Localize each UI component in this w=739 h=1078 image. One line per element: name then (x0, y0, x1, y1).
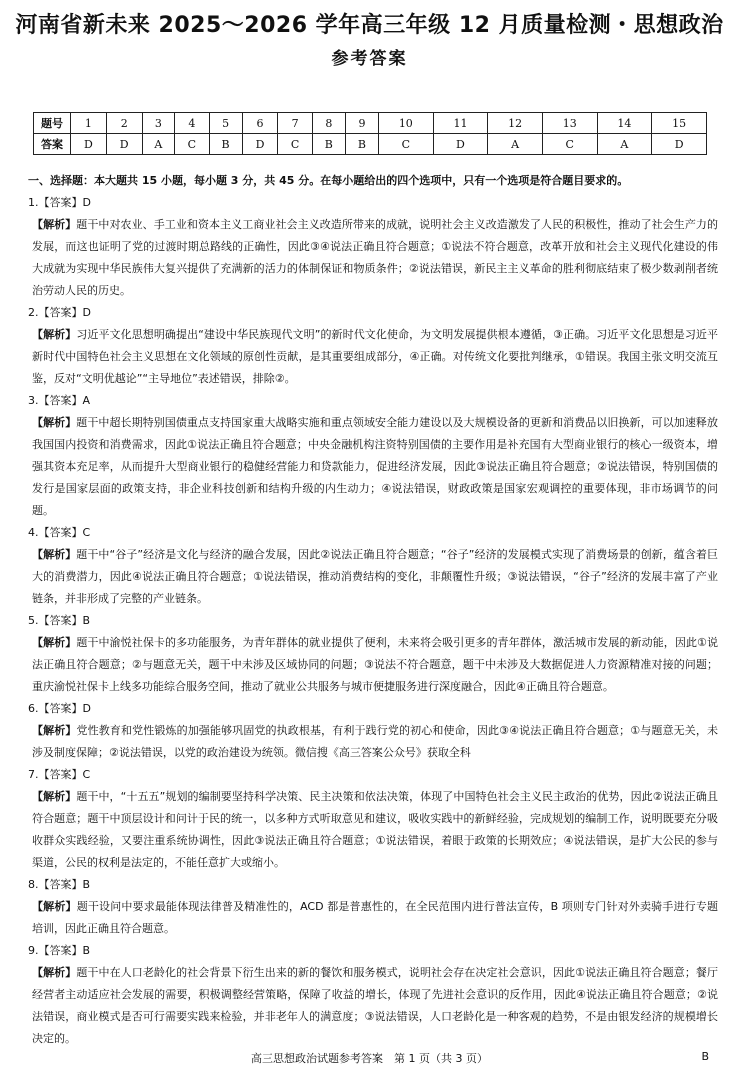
question-number: 12 (488, 113, 543, 134)
section-heading: 一、选择题：本大题共 15 小题，每小题 3 分，共 45 分。在每小题给出的四个选项中，只有一个选项是符合题目要求的。 (28, 174, 629, 187)
question-number: 3 (142, 113, 175, 134)
question-number: 13 (542, 113, 597, 134)
question-block (28, 874, 718, 940)
answer-cell: C (542, 134, 597, 155)
answer-cell: D (71, 134, 107, 155)
question-number: 4 (175, 113, 209, 134)
page-footer: 高三思想政治试题参考答案 第 1 页（共 3 页） (251, 1052, 488, 1065)
answer-cell: C (379, 134, 434, 155)
explanation-text: 党性教育和党性锻炼的加强能够巩固党的执政根基，有利于践行党的初心和使命，因此③④说法正确且符合题意；①与题意无关，未涉及制度保障；②说法错误，以党的政治建设为统领。微信搜《高三答案公众号》获取全科 (32, 724, 719, 759)
analysis-tag: 【解析】 (32, 328, 77, 341)
paper-version-mark: B (701, 1050, 709, 1063)
page-subtitle: 参考答案 (331, 49, 408, 69)
answer-cell: B (312, 134, 345, 155)
analysis-tag: 【解析】 (32, 790, 77, 803)
answer-line: 8.【答案】B (28, 878, 91, 891)
question-block (28, 940, 718, 1050)
question-block (28, 390, 718, 522)
answer-cell: A (142, 134, 175, 155)
answer-cell: D (652, 134, 707, 155)
question-number: 15 (652, 113, 707, 134)
answer-cell: B (209, 134, 242, 155)
answer-line: 7.【答案】C (28, 768, 91, 781)
question-block (28, 302, 718, 390)
answer-cell: D (106, 134, 142, 155)
explanation-text: 题干中“谷子”经济是文化与经济的融合发展，因此②说法正确且符合题意；“谷子”经济的发展模式实现了消费场景的创新，蕴含着巨大的消费潜力，因此④说法正确且符合题意；①说法错误，推动消费结构的变化，非颠覆性升级；③说法错误，“谷子”经济的发展丰富了产业链条，并非形成了完整的产业链条。 (32, 548, 718, 605)
row-label-number: 题号 (34, 113, 71, 134)
answer-cell: A (597, 134, 652, 155)
explanation-paragraph (28, 720, 718, 764)
analysis-tag: 【解析】 (32, 548, 77, 561)
analysis-tag: 【解析】 (32, 218, 77, 231)
analysis-tag: 【解析】 (32, 636, 77, 649)
question-number: 7 (278, 113, 312, 134)
question-block (28, 698, 718, 764)
question-number: 6 (242, 113, 278, 134)
explanation-paragraph (28, 786, 718, 874)
explanation-text: 题干中在人口老龄化的社会背景下衍生出来的新的餐饮和服务模式，说明社会存在决定社会意识，因此①说法正确且符合题意；餐厅经营者主动适应社会发展的需要，积极调整经营策略，保障了收益的增长，体现了先进社会意识的反作用，因此④说法正确且符合题意；②说法错误，商业模式是否可行需要实践来检验，并非老年人的满意度；③说法错误，人口老龄化是一种客观的趋势，不是由银发经济的规模增长决定的。 (32, 966, 719, 1045)
answer-line: 6.【答案】D (28, 702, 91, 715)
explanation-paragraph (28, 412, 718, 522)
explanation-paragraph (28, 962, 718, 1050)
answer-line: 1.【答案】D (28, 196, 91, 209)
explanation-text: 题干设问中要求最能体现法律普及精准性的，ACD 都是普惠性的，在全民范围内进行普法宣传，B 项则专门针对外卖骑手进行专题培训，因此正确且符合题意。 (32, 900, 718, 935)
question-number: 8 (312, 113, 345, 134)
analysis-tag: 【解析】 (32, 724, 77, 737)
explanation-paragraph (28, 324, 718, 390)
answer-cell: C (175, 134, 209, 155)
answer-line: 2.【答案】D (28, 306, 91, 319)
page-title: 河南省新未来 2025～2026 学年高三年级 12 月质量检测・思想政治 (15, 13, 724, 38)
analysis-tag: 【解析】 (32, 416, 77, 429)
answer-cell: A (488, 134, 543, 155)
question-number: 11 (433, 113, 488, 134)
answer-line: 4.【答案】C (28, 526, 91, 539)
question-number: 10 (379, 113, 434, 134)
explanations (28, 170, 718, 1050)
answer-cell: B (345, 134, 378, 155)
question-number: 14 (597, 113, 652, 134)
question-number: 5 (209, 113, 242, 134)
question-number-row (34, 113, 707, 134)
question-number: 2 (106, 113, 142, 134)
question-block (28, 192, 718, 302)
answer-cell: C (278, 134, 312, 155)
answer-cell: D (242, 134, 278, 155)
analysis-tag: 【解析】 (32, 966, 77, 979)
explanation-paragraph (28, 632, 718, 698)
answer-row (34, 134, 707, 155)
explanation-paragraph (28, 544, 718, 610)
explanation-text: 题干中超长期特别国债重点支持国家重大战略实施和重点领域安全能力建设以及大规模设备的更新和消费品以旧换新，可以加速释放我国国内投资和消费需求，因此①说法正确且符合题意；中央金融机构注资特别国债的主要作用是补充国有大型商业银行的核心一级资本，增强其资本充足率，从而提升大型商业银行的稳健经营能力和贷款能力，促进经济发展，因此③说法正确且符合题意；②说法错误，特别国债的发行是国家层面的政策支持，非企业科技创新和结构升级的内生动力；④说法错误，财政政策是国家宏观调控的重要体现，非市场调节的问题。 (32, 416, 718, 517)
explanation-text: 题干中渝悦社保卡的多功能服务，为青年群体的就业提供了便利，未来将会吸引更多的青年群体，激活城市发展的新动能，因此①说法正确且符合题意；②与题意无关，题干中未涉及区域协同的问题；③说法不符合题意，题干中未涉及大数据促进人力资源精准对接的问题；重庆渝悦社保卡上线多功能综合服务空间，推动了就业公共服务与城市便捷服务进行深度融合，因此④正确且符合题意。 (32, 636, 719, 693)
question-block (28, 610, 718, 698)
answer-line: 5.【答案】B (28, 614, 91, 627)
question-number: 9 (345, 113, 378, 134)
explanation-text: 题干中，“十五五”规划的编制要坚持科学决策、民主决策和依法决策，体现了中国特色社会主义民主政治的优势，因此②说法正确且符合题意；题干中顶层设计和问计于民的统一，以多种方式听取意见和建议，吸收实践中的新鲜经验，完成规划的编制工作，说明既要充分吸收群众实践经验，又要注重系统协调性，因此③说法正确且符合题意；①说法错误，着眼于政策的长期效应；④说法错误，是扩大公民的参与渠道，公民的权利是法定的，不能任意扩大或缩小。 (32, 790, 718, 869)
explanation-text: 题干中对农业、手工业和资本主义工商业社会主义改造所带来的成就，说明社会主义改造激发了人民的积极性，推动了社会生产力的发展，而这也证明了党的过渡时期总路线的正确性，因此③④说法正确且符合题意；①说法不符合题意，改革开放和社会主义现代化建设的伟大成就为实现中华民族伟大复兴提供了充满新的活力的体制保证和物质条件；②说法错误，新民主主义革命的胜利彻底结束了极少数剥削者统治劳动人民的历史。 (32, 218, 718, 297)
answer-table (33, 112, 707, 155)
explanation-paragraph (28, 896, 718, 940)
explanation-paragraph (28, 214, 718, 302)
question-block (28, 522, 718, 610)
answer-line: 3.【答案】A (28, 394, 91, 407)
row-label-answer: 答案 (34, 134, 71, 155)
question-block (28, 764, 718, 874)
answer-cell: D (433, 134, 488, 155)
analysis-tag: 【解析】 (32, 900, 77, 913)
explanation-text: 习近平文化思想明确提出“建设中华民族现代文明”的新时代文化使命，为文明发展提供根本遵循，③正确。习近平文化思想是习近平新时代中国特色社会主义思想在文化领域的原创性贡献，是其重要组成部分，④正确。对传统文化要批判继承，①错误。我国主张文明交流互鉴，反对“文明优越论”“主导地位”表述错误，排除②。 (32, 328, 718, 385)
question-number: 1 (71, 113, 107, 134)
answer-line: 9.【答案】B (28, 944, 91, 957)
